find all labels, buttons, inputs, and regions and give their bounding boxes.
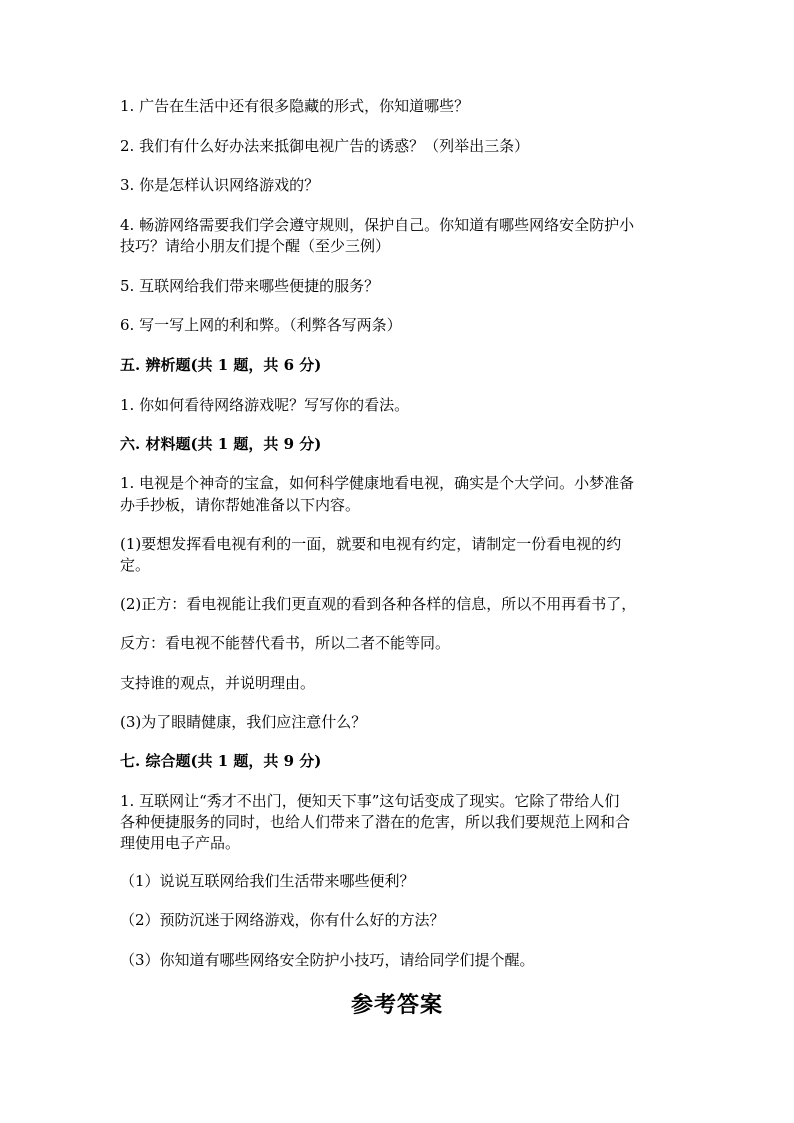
question-6-sub-1-cont: 定。 (120, 556, 151, 574)
section-6-heading: 六. 材料题(共 1 题，共 9 分) (120, 435, 322, 453)
question-6-sub-2-prompt: 支持谁的观点，并说明理由。 (120, 674, 316, 692)
question-4-5: 5. 互联网给我们带来哪些便捷的服务？ (120, 277, 380, 295)
question-6-sub-1: (1)要想发挥看电视有利的一面，就要和电视有约定，请制定一份看电视的约 (120, 535, 622, 553)
question-7-sub-1: （1）说说互联网给我们生活带来哪些便利？ (120, 872, 415, 890)
question-6-sub-2: (2)正方：看电视能让我们更直观的看到各种各样的信息，所以不用再看书了， (120, 595, 637, 613)
question-7-1-cont-2: 理使用电子产品。 (120, 834, 241, 852)
question-6-sub-2-opposition: 反方：看电视不能替代看书，所以二者不能等同。 (120, 634, 451, 652)
question-6-1-cont: 办手抄板，请你帮她准备以下内容。 (120, 496, 361, 514)
question-4-3: 3. 你是怎样认识网络游戏的？ (120, 176, 320, 194)
question-5-1: 1. 你如何看待网络游戏呢？写写你的看法。 (120, 396, 410, 414)
answers-title: 参考答案 (350, 992, 443, 1018)
question-4-6: 6. 写一写上网的利和弊。（利弊各写两条） (120, 316, 402, 334)
question-7-1: 1. 互联网让“秀才不出门，便知天下事”这句话变成了现实。它除了带给人们 (120, 792, 620, 810)
question-7-1-cont-1: 各种便捷服务的同时，也给人们带来了潜在的危害，所以我们要规范上网和合 (120, 813, 631, 831)
question-4-2: 2. 我们有什么好办法来抵御电视广告的诱惑？（列举出三条） (120, 137, 530, 155)
section-5-heading: 五. 辨析题(共 1 题，共 6 分) (120, 356, 322, 374)
question-6-sub-3: (3)为了眼睛健康，我们应注意什么？ (120, 713, 367, 731)
question-4-1: 1. 广告在生活中还有很多隐藏的形式，你知道哪些？ (120, 97, 470, 115)
section-7-heading: 七. 综合题(共 1 题，共 9 分) (120, 752, 322, 770)
question-7-sub-2: （2）预防沉迷于网络游戏，你有什么好的方法？ (120, 911, 445, 929)
question-6-1: 1. 电视是个神奇的宝盒，如何科学健康地看电视，确实是个大学问。小梦准备 (120, 474, 635, 492)
question-4-4: 4. 畅游网络需要我们学会遵守规则，保护自己。你知道有哪些网络安全防护小 (120, 216, 635, 234)
question-4-4-cont: 技巧？请给小朋友们提个醒（至少三例） (120, 237, 391, 255)
question-7-sub-3: （3）你知道有哪些网络安全防护小技巧，请给同学们提个醒。 (120, 951, 535, 969)
